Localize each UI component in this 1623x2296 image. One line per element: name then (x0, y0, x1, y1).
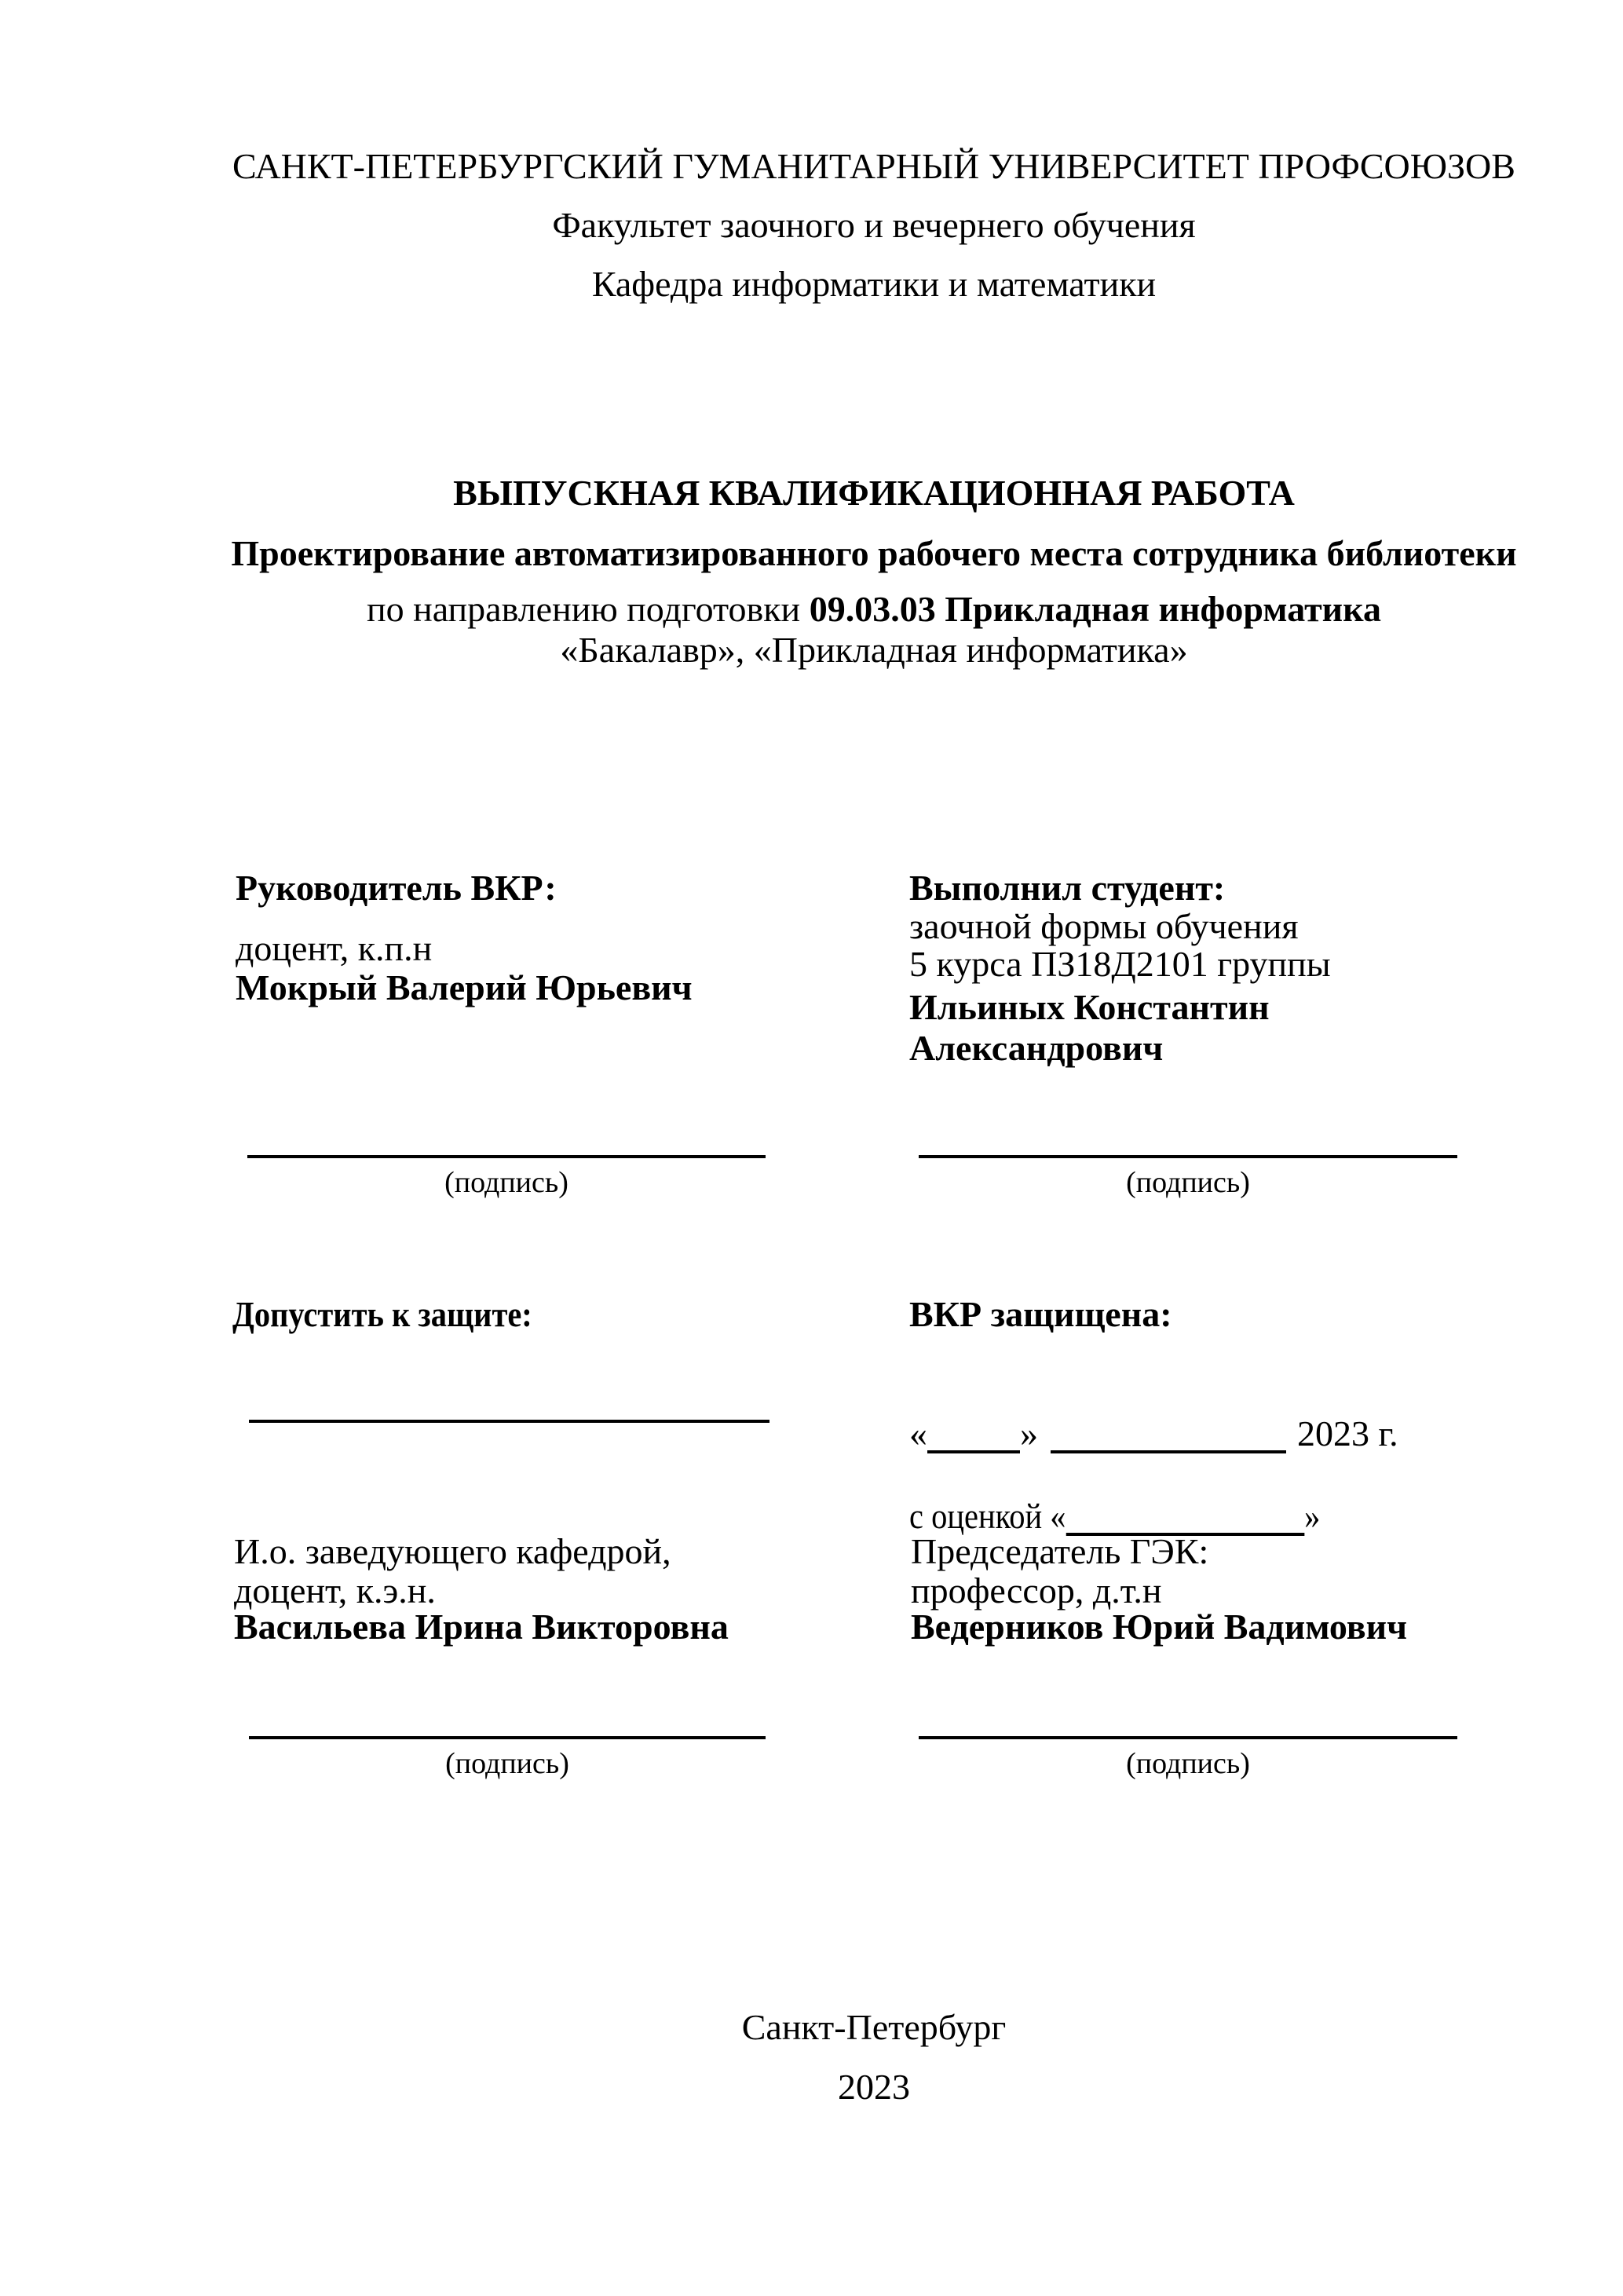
grade-prefix: с оценкой « (909, 1496, 1066, 1536)
student-name-line1: Ильиных Константин (909, 987, 1270, 1027)
university-name: САНКТ-ПЕТЕРБУРГСКИЙ ГУМАНИТАРНЫЙ УНИВЕРСИТЕТ ПРОФСОЮЗОВ (232, 146, 1515, 186)
supervisor-position: доцент, к.п.н (236, 928, 433, 968)
grade-suffix: » (1304, 1496, 1321, 1536)
supervisor-signature-caption: (подпись) (444, 1166, 568, 1199)
student-heading: Выполнил студент: (909, 868, 1226, 908)
student-signature-line (919, 1155, 1457, 1158)
student-name-line2: Александрович (909, 1028, 1164, 1068)
date-year-text: 2023 г. (1297, 1413, 1398, 1453)
gec-chair-signature-caption: (подпись) (1126, 1747, 1250, 1780)
footer-city: Санкт-Петербург (741, 2007, 1007, 2047)
dept-head-line2: доцент, к.э.н. (234, 1570, 436, 1610)
gec-chair-line2: профессор, д.т.н (911, 1570, 1162, 1610)
student-study-form: заочной формы обучения (909, 906, 1299, 946)
admission-heading: Допустить к защите: (232, 1294, 532, 1334)
gec-chair-signature-line (919, 1736, 1457, 1739)
date-quote-close: » (1020, 1413, 1038, 1453)
thesis-title: Проектирование автоматизированного рабочего места сотрудника библиотеки (231, 533, 1517, 573)
student-course-group: 5 курса ПЗ18Д2101 группы (909, 944, 1331, 984)
faculty-name: Факультет заочного и вечернего обучения (552, 205, 1196, 245)
dept-head-name: Васильева Ирина Викторовна (234, 1607, 729, 1647)
direction-code: 09.03.03 Прикладная информатика (809, 589, 1381, 629)
supervisor-heading: Руководитель ВКР: (236, 868, 557, 908)
supervisor-signature-line (247, 1155, 766, 1158)
direction-line (144, 589, 1604, 630)
date-quote-open: « (909, 1413, 927, 1453)
defense-date-line (909, 1413, 1398, 1454)
qualification-line: «Бакалавр», «Прикладная информатика» (560, 630, 1188, 670)
gec-chair-line1: Председатель ГЭК: (911, 1531, 1209, 1571)
department-name: Кафедра информатики и математики (591, 264, 1157, 304)
dept-head-signature-caption: (подпись) (445, 1747, 569, 1780)
supervisor-name: Мокрый Валерий Юрьевич (236, 967, 693, 1007)
defense-heading: ВКР защищена: (909, 1294, 1172, 1334)
footer-year: 2023 (838, 2067, 910, 2107)
direction-prefix: по направлению подготовки (367, 589, 810, 629)
work-type-heading: ВЫПУСКНАЯ КВАЛИФИКАЦИОННАЯ РАБОТА (453, 473, 1295, 513)
date-month-blank (1051, 1450, 1286, 1453)
dept-head-line1: И.о. заведующего кафедрой, (234, 1531, 671, 1571)
date-day-blank (927, 1450, 1020, 1453)
student-signature-caption: (подпись) (1126, 1166, 1250, 1199)
gec-chair-name: Ведерников Юрий Вадимович (911, 1607, 1408, 1647)
dept-head-signature-line (249, 1736, 766, 1739)
admission-signature-line (249, 1420, 769, 1423)
